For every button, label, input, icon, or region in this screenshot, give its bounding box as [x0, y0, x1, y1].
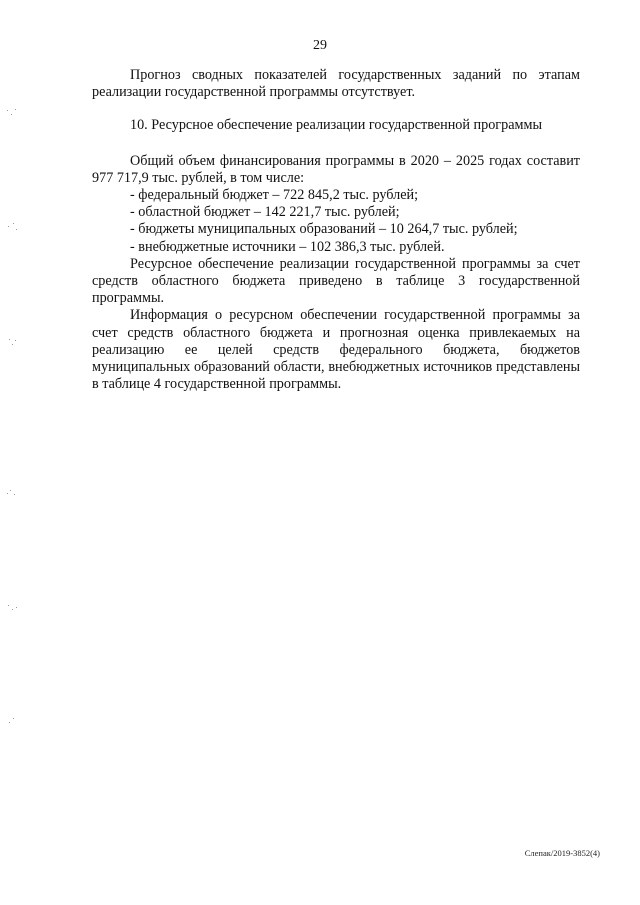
page-number: 29 — [313, 38, 327, 53]
list-item: - областной бюджет – 142 221,7 тыс. рублей; — [130, 204, 400, 221]
document-body — [92, 67, 580, 393]
list-item: - федеральный бюджет – 722 845,2 тыс. рублей; — [130, 187, 419, 204]
scan-artifact — [6, 488, 18, 498]
paragraph-total-financing: Общий объем финансирования программы в 2020 – 2025 годах составит 977 717,9 тыс. рублей, в том числе: — [92, 152, 580, 186]
paragraph-table-3-reference: Ресурсное обеспечение реализации государственной программы за счет средств областного бюджета приведено в таблице 3 государственной программы. — [92, 255, 580, 307]
list-item: - внебюджетные источники – 102 386,3 тыс. рублей. — [130, 238, 445, 255]
financing-sources-list — [92, 187, 580, 256]
scan-artifact — [6, 604, 18, 614]
scan-artifact — [6, 222, 18, 232]
scan-artifact — [6, 108, 18, 118]
scan-artifact — [6, 716, 18, 726]
document-code: Слепак/2019-3852(4) — [524, 848, 600, 858]
paragraph-forecast: Прогноз сводных показателей государственных заданий по этапам реализации государственной программы отсутствует. — [92, 67, 580, 101]
section-heading: 10. Ресурсное обеспечение реализации государственной программы — [129, 117, 543, 134]
paragraph-table-4-reference: Информация о ресурсном обеспечении государственной программы за счет средств областного бюджета и прогнозная оценка привлекаемых на реализацию ее целей средств федерального бюджета, бюджетов муниципальных образований области, внебюджетных источников представлены в таблице 4 государственной программы. — [92, 307, 580, 393]
list-item: - бюджеты муниципальных образований – 10 264,7 тыс. рублей; — [130, 221, 518, 238]
scan-artifact — [6, 336, 18, 346]
